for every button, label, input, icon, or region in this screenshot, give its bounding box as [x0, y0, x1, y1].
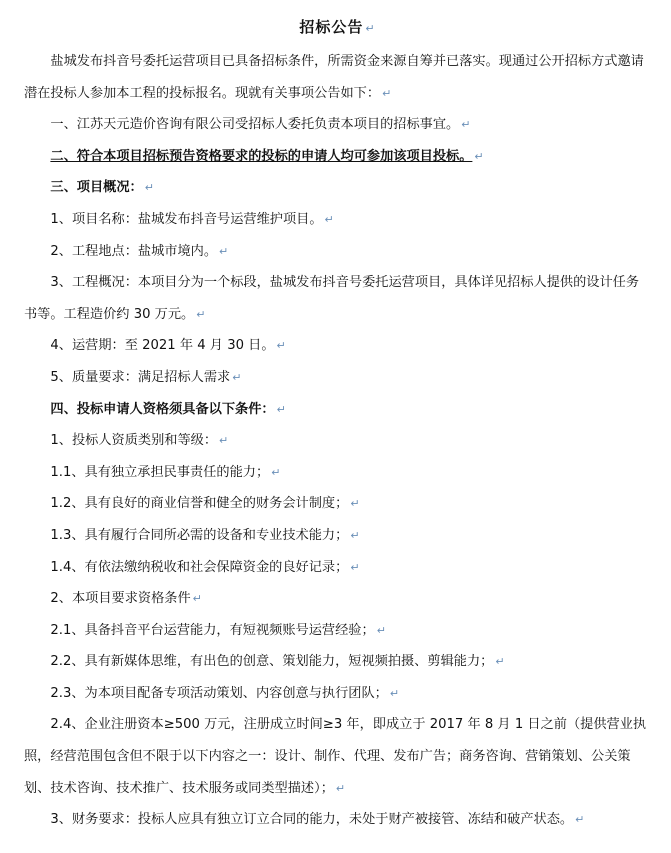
paragraph-mark-icon: ↵ — [196, 307, 206, 321]
paragraph-text: 一、江苏天元造价咨询有限公司受招标人委托负责本项目的招标事宜。 — [50, 117, 460, 133]
paragraph-mark-icon: ↵ — [474, 149, 484, 163]
paragraph-21 — [24, 804, 651, 836]
paragraph-mark-icon: ↵ — [389, 686, 400, 700]
notice-title — [24, 0, 651, 46]
paragraph-mark-icon: ↵ — [382, 86, 392, 100]
paragraph-8 — [24, 330, 651, 362]
paragraph-12 — [24, 457, 651, 489]
notice-title-text: 招标公告 — [299, 18, 364, 36]
paragraph-text: 1.4、有依法缴纳税收和社会保障资金的良好记录； — [50, 559, 349, 575]
paragraph-1 — [24, 46, 651, 109]
paragraph-text: 四、投标申请人资格须具备以下条件： — [50, 401, 275, 417]
paragraph-text: 1.1、具有独立承担民事责任的能力； — [50, 464, 270, 480]
paragraph-mark-icon: ↵ — [365, 22, 376, 35]
paragraph-20 — [24, 709, 651, 804]
paragraph-mark-icon: ↵ — [324, 212, 334, 226]
paragraph-15 — [24, 552, 651, 584]
paragraph-mark-icon: ↵ — [495, 655, 505, 669]
paragraph-11 — [24, 425, 651, 457]
paragraph-text: 2.1、具备抖音平台运营能力，有短视频账号运营经验； — [50, 622, 375, 638]
paragraph-text: 盐城发布抖音号委托运营项目已具备招标条件，所需资金来源自筹并已落实。现通过公开招标方式邀请潜在投标人参加本工程的投标报名。现就有关事项公告如下： — [24, 54, 644, 101]
paragraph-mark-icon: ↵ — [219, 434, 229, 448]
paragraph-text: 4、运营期：至 2021 年 4 月 30 日。 — [50, 338, 275, 354]
paragraph-text: 二、符合本项目招标预告资格要求的投标的申请人均可参加该项目投标。 — [50, 148, 473, 164]
paragraph-text: 2.2、具有新媒体思维，有出色的创意、策划能力，短视频拍摄、剪辑能力； — [50, 654, 494, 670]
paragraph-mark-icon: ↵ — [276, 402, 286, 416]
paragraph-mark-icon: ↵ — [335, 781, 346, 795]
paragraph-mark-icon: ↵ — [461, 118, 471, 132]
paragraph-2 — [24, 109, 651, 141]
paragraph-mark-icon: ↵ — [350, 497, 360, 511]
paragraph-7 — [24, 267, 651, 330]
paragraph-text: 1.2、具有良好的商业信誉和健全的财务会计制度； — [50, 496, 349, 512]
paragraph-text: 3、工程概况：本项目分为一个标段，盐城发布抖音号委托运营项目，具体详见招标人提供的设计任务书等。工程造价约 30 万元。 — [24, 275, 640, 322]
paragraph-text: 1、投标人资质类别和等级： — [50, 433, 218, 449]
paragraph-4 — [24, 172, 651, 204]
paragraph-mark-icon: ↵ — [350, 560, 360, 574]
paragraph-5 — [24, 204, 651, 236]
paragraph-mark-icon: ↵ — [376, 623, 386, 637]
paragraph-19 — [24, 678, 651, 710]
paragraph-text: 2、工程地点：盐城市境内。 — [50, 243, 218, 259]
paragraph-mark-icon: ↵ — [219, 244, 229, 258]
paragraph-mark-icon: ↵ — [276, 339, 286, 353]
paragraph-text: 1.3、具有履行合同所必需的设备和专业技术能力； — [50, 527, 349, 543]
paragraph-18 — [24, 646, 651, 678]
paragraph-mark-icon: ↵ — [575, 813, 585, 827]
paragraph-9 — [24, 362, 651, 394]
paragraph-3 — [24, 141, 651, 173]
notice-body — [24, 46, 651, 836]
paragraph-text: 2.3、为本项目配备专项活动策划、内容创意与执行团队； — [50, 685, 388, 701]
paragraph-16 — [24, 583, 651, 615]
paragraph-17 — [24, 615, 651, 647]
paragraph-text: 2.4、企业注册资本≥500 万元，注册成立时间≥3 年，即成立于 2017 年 8 月 1 日之前（提供营业执照，经营范围包含但不限于以下内容之一：设计、制作、代理、发布广告；商务咨询、营销策划、公关策划、技术咨询、技术推广、技术服务或同类型描述）； — [24, 717, 647, 796]
paragraph-text: 3、财务要求：投标人应具有独立订立合同的能力，未处于财产被接管、冻结和破产状态。 — [50, 812, 574, 828]
paragraph-text: 1、项目名称：盐城发布抖音号运营维护项目。 — [50, 211, 323, 227]
paragraph-6 — [24, 236, 651, 268]
paragraph-13 — [24, 488, 651, 520]
paragraph-mark-icon: ↵ — [192, 592, 202, 606]
paragraph-text: 2、本项目要求资格条件 — [50, 591, 191, 607]
paragraph-mark-icon: ↵ — [350, 528, 360, 542]
paragraph-mark-icon: ↵ — [144, 181, 154, 195]
paragraph-10 — [24, 394, 651, 426]
paragraph-14 — [24, 520, 651, 552]
paragraph-text: 5、质量要求：满足招标人需求 — [50, 369, 231, 385]
paragraph-mark-icon: ↵ — [271, 465, 281, 479]
paragraph-text: 三、项目概况： — [50, 180, 143, 196]
paragraph-mark-icon: ↵ — [232, 370, 242, 384]
